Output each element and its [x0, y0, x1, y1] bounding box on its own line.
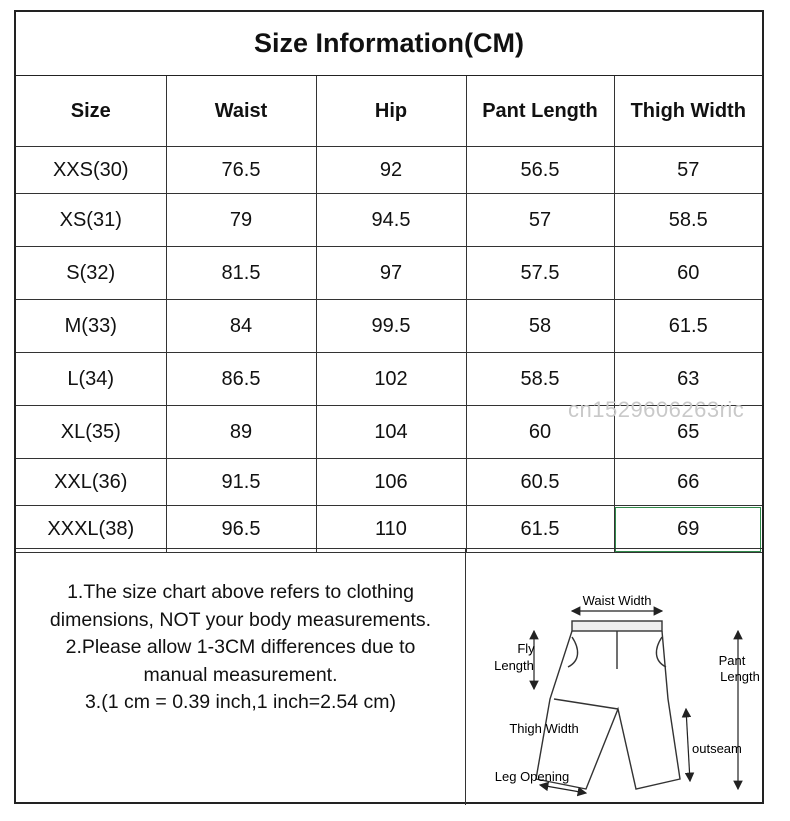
cell-size: S(32) — [16, 247, 166, 300]
header-hip: Hip — [316, 76, 466, 147]
table-row — [16, 300, 762, 353]
cell-size: L(34) — [16, 353, 166, 406]
pants-diagram-svg — [468, 549, 762, 805]
measurement-notes — [16, 549, 466, 805]
cell-thigh-width: 65 — [614, 406, 762, 459]
label-fly: Fly — [517, 641, 535, 656]
cell-hip: 94.5 — [316, 194, 466, 247]
table-row — [16, 459, 762, 506]
cell-pant-length: 60.5 — [466, 459, 614, 506]
note-line: 1.The size chart above refers to clothing — [67, 581, 414, 603]
size-table — [16, 76, 762, 553]
cell-pant-length: 58 — [466, 300, 614, 353]
label-pant-length: Length — [720, 669, 760, 684]
cell-waist: 76.5 — [166, 147, 316, 194]
pants-outline-icon — [536, 621, 680, 789]
header-waist: Waist — [166, 76, 316, 147]
note-line: manual measurement. — [143, 663, 338, 686]
cell-thigh-width: 58.5 — [614, 194, 762, 247]
label-waist-width: Waist Width — [582, 593, 652, 608]
note-line: 2.Please allow 1-3CM differences due to — [65, 636, 416, 658]
header-size: Size — [16, 76, 166, 147]
table-row — [16, 506, 762, 553]
cell-pant-length: 57.5 — [466, 247, 614, 300]
cell-waist: 96.5 — [166, 506, 316, 553]
cell-size: M(33) — [16, 300, 166, 353]
cell-waist: 84 — [166, 300, 316, 353]
label-leg-opening: Leg Opening — [494, 769, 570, 784]
cell-waist: 79 — [166, 194, 316, 247]
cell-hip: 102 — [316, 353, 466, 406]
cell-size: XXXL(38) — [16, 506, 166, 553]
cell-waist: 91.5 — [166, 459, 316, 506]
cell-size: XXS(30) — [16, 147, 166, 194]
cell-hip: 110 — [316, 506, 466, 553]
cell-thigh-width: 66 — [614, 459, 762, 506]
header-pant-length: Pant Length — [466, 76, 614, 147]
watermark: cn1529606263ric — [568, 397, 745, 422]
cell-hip: 99.5 — [316, 300, 466, 353]
cell-thigh-width-selected: 69 — [614, 506, 762, 553]
table-row — [16, 194, 762, 247]
cell-waist: 86.5 — [166, 353, 316, 406]
cell-thigh-width: 61.5 — [614, 300, 762, 353]
cell-hip: 97 — [316, 247, 466, 300]
cell-pant-length: 61.5 — [466, 506, 614, 553]
header-thigh-width: Thigh Width — [614, 76, 762, 147]
label-pant: Pant — [718, 653, 746, 668]
cell-hip: 104 — [316, 406, 466, 459]
label-outseam: outseam — [692, 741, 742, 756]
cell-size: XS(31) — [16, 194, 166, 247]
chart-title: Size Information(CM) — [16, 12, 762, 76]
note-line: 3.(1 cm = 0.39 inch,1 inch=2.54 cm) — [84, 691, 397, 713]
cell-pant-length: 60 — [466, 406, 614, 459]
cell-thigh-width: 63 — [614, 353, 762, 406]
table-row — [16, 247, 762, 300]
pants-measurement-diagram — [468, 549, 762, 805]
cell-waist: 89 — [166, 406, 316, 459]
cell-pant-length: 58.5 — [466, 353, 614, 406]
cell-pant-length: 57 — [466, 194, 614, 247]
cell-pant-length: 56.5 — [466, 147, 614, 194]
label-fly-length: Length — [494, 658, 534, 673]
cell-thigh-width: 60 — [614, 247, 762, 300]
notes-section — [16, 548, 762, 805]
cell-hip: 92 — [316, 147, 466, 194]
note-line: dimensions, NOT your body measurements. — [49, 608, 432, 631]
label-thigh-width: Thigh Width — [509, 721, 579, 736]
table-header-row — [16, 76, 762, 147]
cell-thigh-width: 57 — [614, 147, 762, 194]
cell-size: XL(35) — [16, 406, 166, 459]
cell-size: XXL(36) — [16, 459, 166, 506]
table-row — [16, 147, 762, 194]
cell-waist: 81.5 — [166, 247, 316, 300]
cell-hip: 106 — [316, 459, 466, 506]
